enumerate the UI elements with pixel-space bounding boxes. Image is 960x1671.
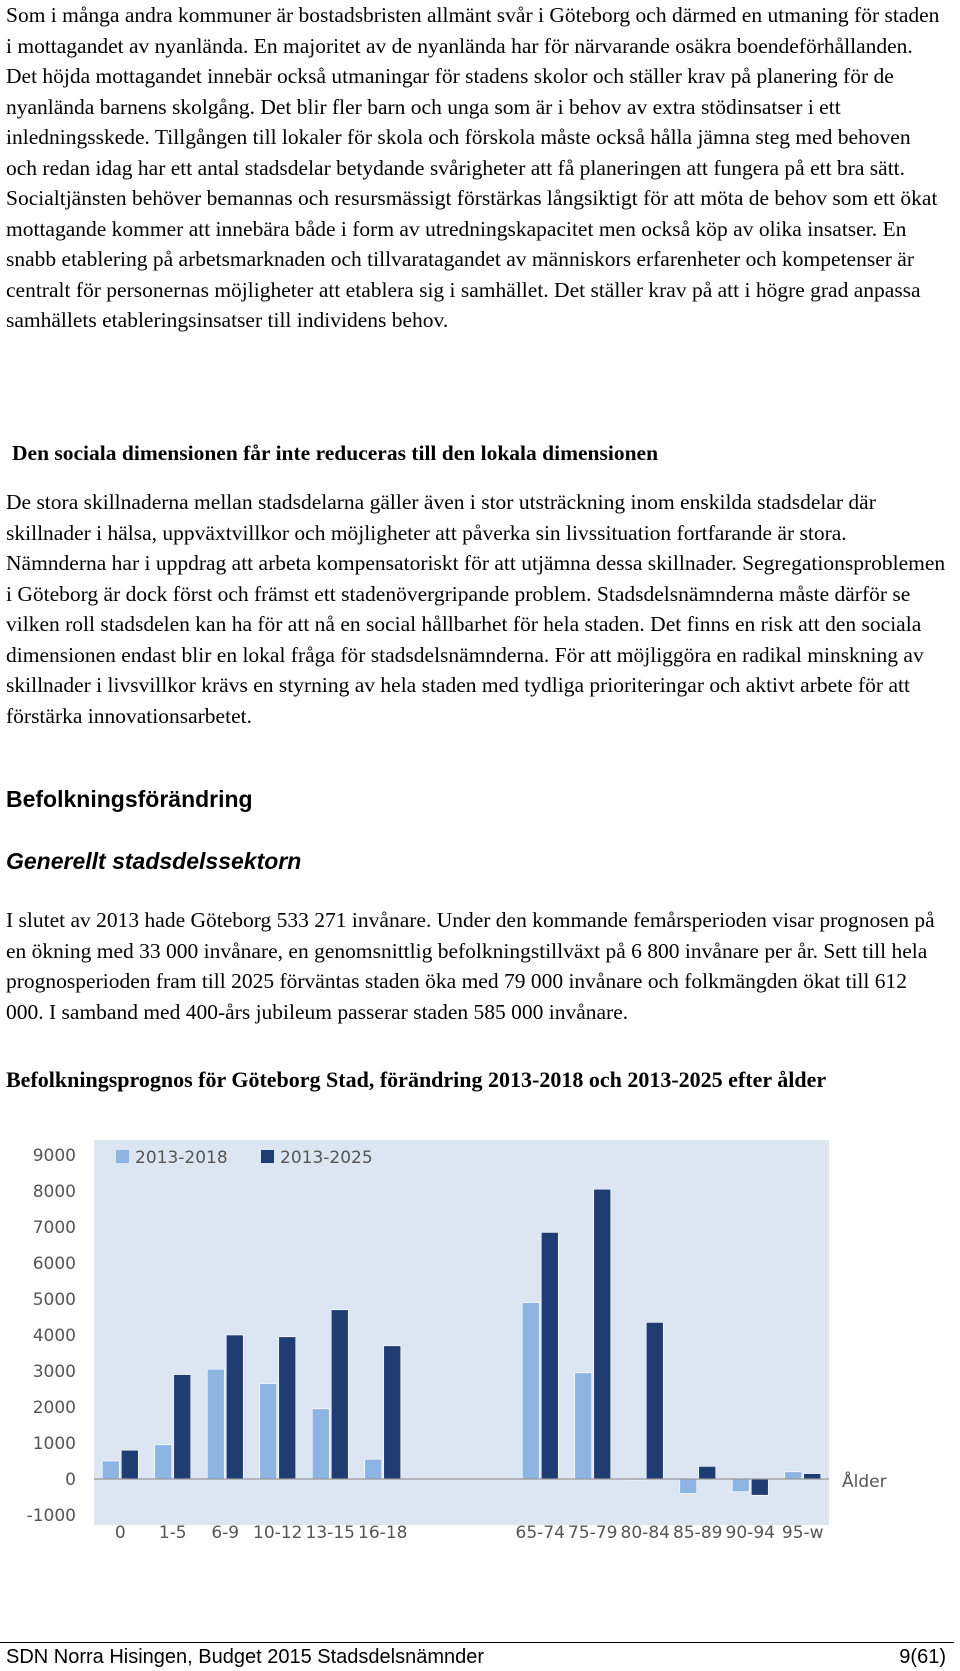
plot-background <box>94 1140 829 1525</box>
bar-2013-2018-16-18 <box>365 1459 382 1479</box>
social-paragraph: De stora skillnaderna mellan stadsdelarna gäller även i stor utsträckning inom enskilda stadsdelar där skillnader i hälsa, uppväxtvillkor och möjligheter att påverka sin livssituation fortfarande är stora. Nämnderna har i uppdrag att arbeta kompensatoriskt för att utjämna dessa skillnader. Segregationsproblemen i Göteborg är dock först och främst ett stadenövergripande problem. Stadsdelsnämnderna måste därför se vilken roll stadsdelen kan ha för att nå en social hållbarhet för hela staden. Det finns en risk att den sociala dimensionen endast blir en lokal fråga för stadsdelsnämnderna. För att möjliggöra en radikal minskning av skillnader i livsvillkor krävs en styrning av hela staden med tydliga prioriteringar och aktivt arbete för att förstärka innovationsarbetet. <box>6 490 946 728</box>
generellt-heading: Generellt stadsdelssektorn <box>6 848 302 874</box>
y-tick-label: 5000 <box>32 1290 76 1310</box>
social-dimension-heading: Den sociala dimensionen får inte reduceras till den lokala dimensionen <box>12 441 659 465</box>
y-tick-label: 2000 <box>32 1398 76 1418</box>
x-tick-label: 1-5 <box>158 1523 187 1543</box>
y-tick-label: 0 <box>65 1470 76 1490</box>
bar-2013-2018-6-9 <box>207 1369 224 1479</box>
x-tick-label: 13-15 <box>305 1523 355 1543</box>
page-footer <box>6 1646 946 1669</box>
bar-2013-2018-1-5 <box>155 1445 172 1479</box>
bar-2013-2018-75-79 <box>575 1373 592 1479</box>
bar-2013-2025-85-89 <box>699 1466 716 1479</box>
bar-2013-2025-90-94 <box>751 1479 768 1495</box>
y-tick-label: 6000 <box>32 1254 76 1274</box>
bar-2013-2018-10-12 <box>260 1384 277 1479</box>
bar-2013-2018-13-15 <box>312 1409 329 1479</box>
bar-2013-2025-0 <box>121 1450 138 1479</box>
footer-left: SDN Norra Hisingen, Budget 2015 Stadsdelsnämnder <box>6 1646 485 1668</box>
legend-label-2013-2018: 2013-2018 <box>135 1148 228 1168</box>
y-tick-label: 4000 <box>32 1326 76 1346</box>
x-tick-label: 10-12 <box>253 1523 303 1543</box>
y-tick-label: 3000 <box>32 1362 76 1382</box>
bar-2013-2025-13-15 <box>331 1310 348 1479</box>
x-tick-label: 16-18 <box>358 1523 408 1543</box>
x-axis-label: Ålder <box>842 1472 887 1492</box>
population-paragraph: I slutet av 2013 hade Göteborg 533 271 invånare. Under den kommande femårsperioden visar prognosen på en ökning med 33 000 invånare, en genomsnittlig befolkningstillväxt på 6 800 invånare per år. Sett till hela prognosperioden fram till 2025 förväntas staden öka med 79 000 invånare och folkmängden ökat till 612 000. I samband med 400-års jubileum passerar staden 585 000 invånare. <box>6 908 935 1024</box>
x-tick-label: 0 <box>114 1523 126 1543</box>
y-tick-label: 9000 <box>32 1146 76 1166</box>
page-number: 9(61) <box>899 1646 946 1668</box>
legend-label-2013-2025: 2013-2025 <box>280 1148 373 1168</box>
bar-2013-2018-0 <box>102 1461 119 1479</box>
y-tick-label: -1000 <box>26 1506 76 1526</box>
population-chart <box>6 1140 906 1585</box>
befolkning-heading: Befolkningsförändring <box>6 786 253 812</box>
y-tick-label: 1000 <box>32 1434 76 1454</box>
bar-2013-2025-16-18 <box>384 1346 401 1479</box>
bar-2013-2025-95-w <box>804 1474 821 1479</box>
bar-2013-2018-95-w <box>785 1472 802 1479</box>
bar-2013-2025-65-74 <box>541 1232 558 1479</box>
bar-2013-2018-90-94 <box>732 1479 749 1492</box>
footer-divider <box>0 1642 954 1643</box>
bar-2013-2018-65-74 <box>522 1303 539 1479</box>
legend-swatch-2013-2025 <box>261 1150 274 1163</box>
chart-title: Befolkningsprognos för Göteborg Stad, förändring 2013-2018 och 2013-2025 efter ålder <box>6 1067 827 1092</box>
bar-2013-2025-80-84 <box>646 1322 663 1479</box>
legend-swatch-2013-2018 <box>116 1150 129 1163</box>
intro-paragraph: Som i många andra kommuner är bostadsbristen allmänt svår i Göteborg och därmed en utmaning för staden i mottagandet av nyanlända. En majoritet av de nyanlända har för närvarande osäkra boendeförhållanden. Det höjda mottagandet innebär också utmaningar för stadens skolor och ställer krav på planering för de nyanlända barnens skolgång. Det blir fler barn och unga som är i behov av extra stödinsatser i ett inledningsskede. Tillgången till lokaler för skola och förskola måste också hålla jämna steg med behoven och redan idag har ett antal stadsdelar betydande svårigheter att få planeringen att fungera på ett bra sätt. Socialtjänsten behöver bemannas och resursmässigt förstärkas långsiktigt för att möta de behov som ett ökat mottagande kommer att innebära både i form av utredningskapacitet men också köp av olika insatser. En snabb etablering på arbetsmarknaden och tillvaratagandet av människors erfarenheter och kompetenser är centralt för personernas möjligheter att etablera sig i samhället. Det ställer krav på att i högre grad anpassa samhällets etableringsinsatser till individens behov. <box>6 3 940 332</box>
x-tick-label: 6-9 <box>211 1523 240 1543</box>
bar-2013-2025-75-79 <box>594 1189 611 1479</box>
x-tick-label: 85-89 <box>673 1523 723 1543</box>
x-tick-label: 65-74 <box>515 1523 565 1543</box>
y-tick-label: 8000 <box>32 1182 76 1202</box>
bar-2013-2025-1-5 <box>174 1375 191 1479</box>
x-tick-label: 95-w <box>781 1523 824 1543</box>
x-tick-label: 90-94 <box>725 1523 775 1543</box>
bar-2013-2025-6-9 <box>226 1335 243 1479</box>
y-tick-label: 7000 <box>32 1218 76 1238</box>
bar-2013-2018-85-89 <box>680 1479 697 1493</box>
x-tick-label: 75-79 <box>568 1523 618 1543</box>
x-tick-label: 80-84 <box>620 1523 670 1543</box>
bar-2013-2025-10-12 <box>279 1337 296 1479</box>
